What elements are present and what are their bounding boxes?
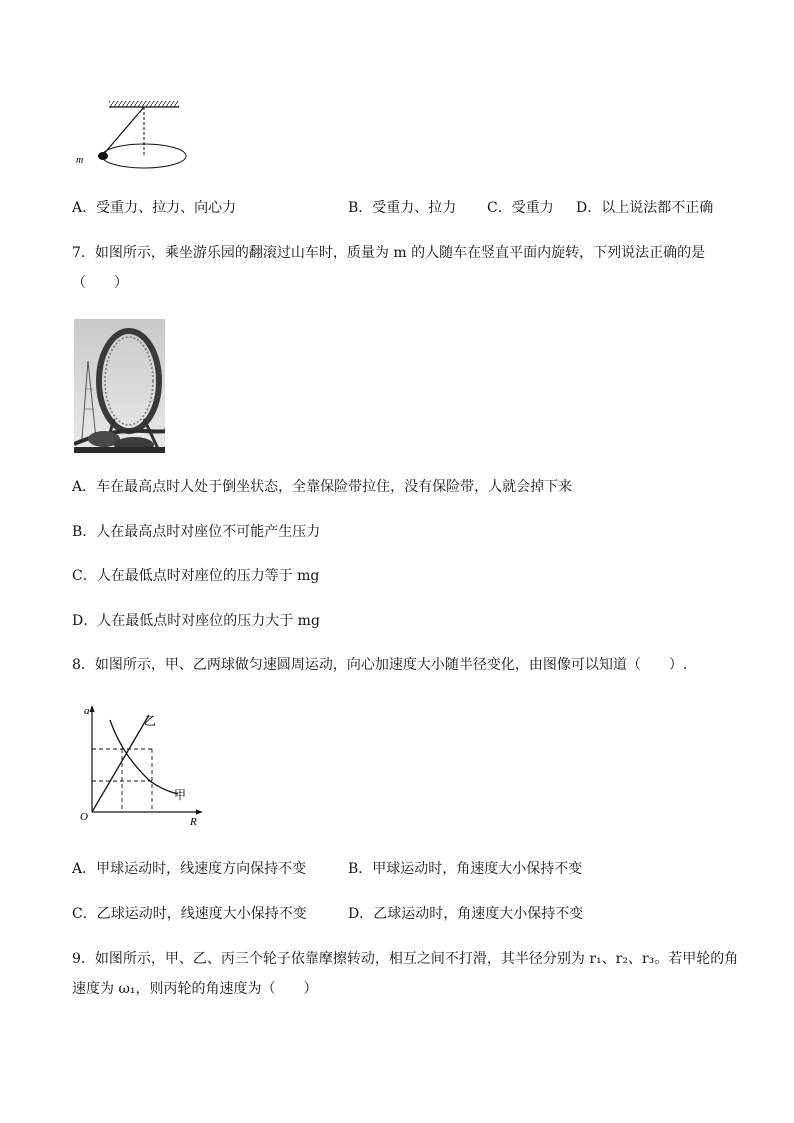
q8-option-c: C．乙球运动时，线速度大小保持不变	[72, 906, 307, 922]
q6-option-a: A．受重力、拉力、向心力	[72, 200, 237, 216]
q7-stem-line1: 7．如图所示，乘坐游乐园的翻滚过山车时，质量为 m 的人随车在竖直平面内旋转，下列说法正确的是	[72, 245, 706, 261]
q7-option-a: A．车在最高点时人处于倒坐状态，全靠保险带拉住，没有保险带，人就会掉下来	[72, 479, 573, 495]
curve-yi-label: 乙	[144, 714, 157, 728]
ceiling-hatch	[109, 101, 179, 107]
q8-option-b: B．甲球运动时，角速度大小保持不变	[348, 861, 583, 877]
q9-stem-line2: 速度为 ω₁，则丙轮的角速度为（ ）	[72, 981, 318, 997]
q8-stem: 8．如图所示，甲、乙两球做匀速圆周运动，向心加速度大小随半径变化，由图像可以知道（ ）.	[72, 657, 688, 673]
q6-option-d: D．以上说法都不正确	[576, 200, 714, 216]
mass-label: m	[76, 155, 84, 166]
q7-option-d: D．人在最低点时对座位的压力大于 mg	[72, 613, 320, 629]
roller-coaster-photo	[74, 319, 165, 453]
q6-option-c: C．受重力	[487, 200, 554, 216]
q7-option-b: B．人在最高点时对座位不可能产生压力	[72, 524, 321, 540]
acceleration-radius-graph	[70, 700, 210, 830]
q6-option-b: B．受重力、拉力	[348, 200, 457, 216]
pendulum-ball	[98, 152, 108, 160]
conical-pendulum-figure	[72, 98, 202, 173]
y-axis-label: a	[84, 705, 90, 717]
curve-jia-label: 甲	[174, 788, 187, 802]
curve-jia	[110, 720, 178, 794]
q7-option-c: C．人在最低点时对座位的压力等于 mg	[72, 568, 320, 584]
x-axis-label: R	[190, 816, 197, 828]
curve-yi	[92, 715, 149, 812]
origin-label: O	[80, 811, 88, 823]
q8-option-d: D．乙球运动时，角速度大小保持不变	[348, 906, 584, 922]
q8-option-a: A．甲球运动时，线速度方向保持不变	[72, 861, 307, 877]
q7-stem-line2: （ ）	[72, 275, 128, 291]
pendulum-string	[102, 107, 144, 156]
q9-stem-line1: 9．如图所示，甲、乙、丙三个轮子依靠摩擦转动，相互之间不打滑，其半径分别为 r₁、r₂、r₃。若甲轮的角	[72, 951, 739, 967]
